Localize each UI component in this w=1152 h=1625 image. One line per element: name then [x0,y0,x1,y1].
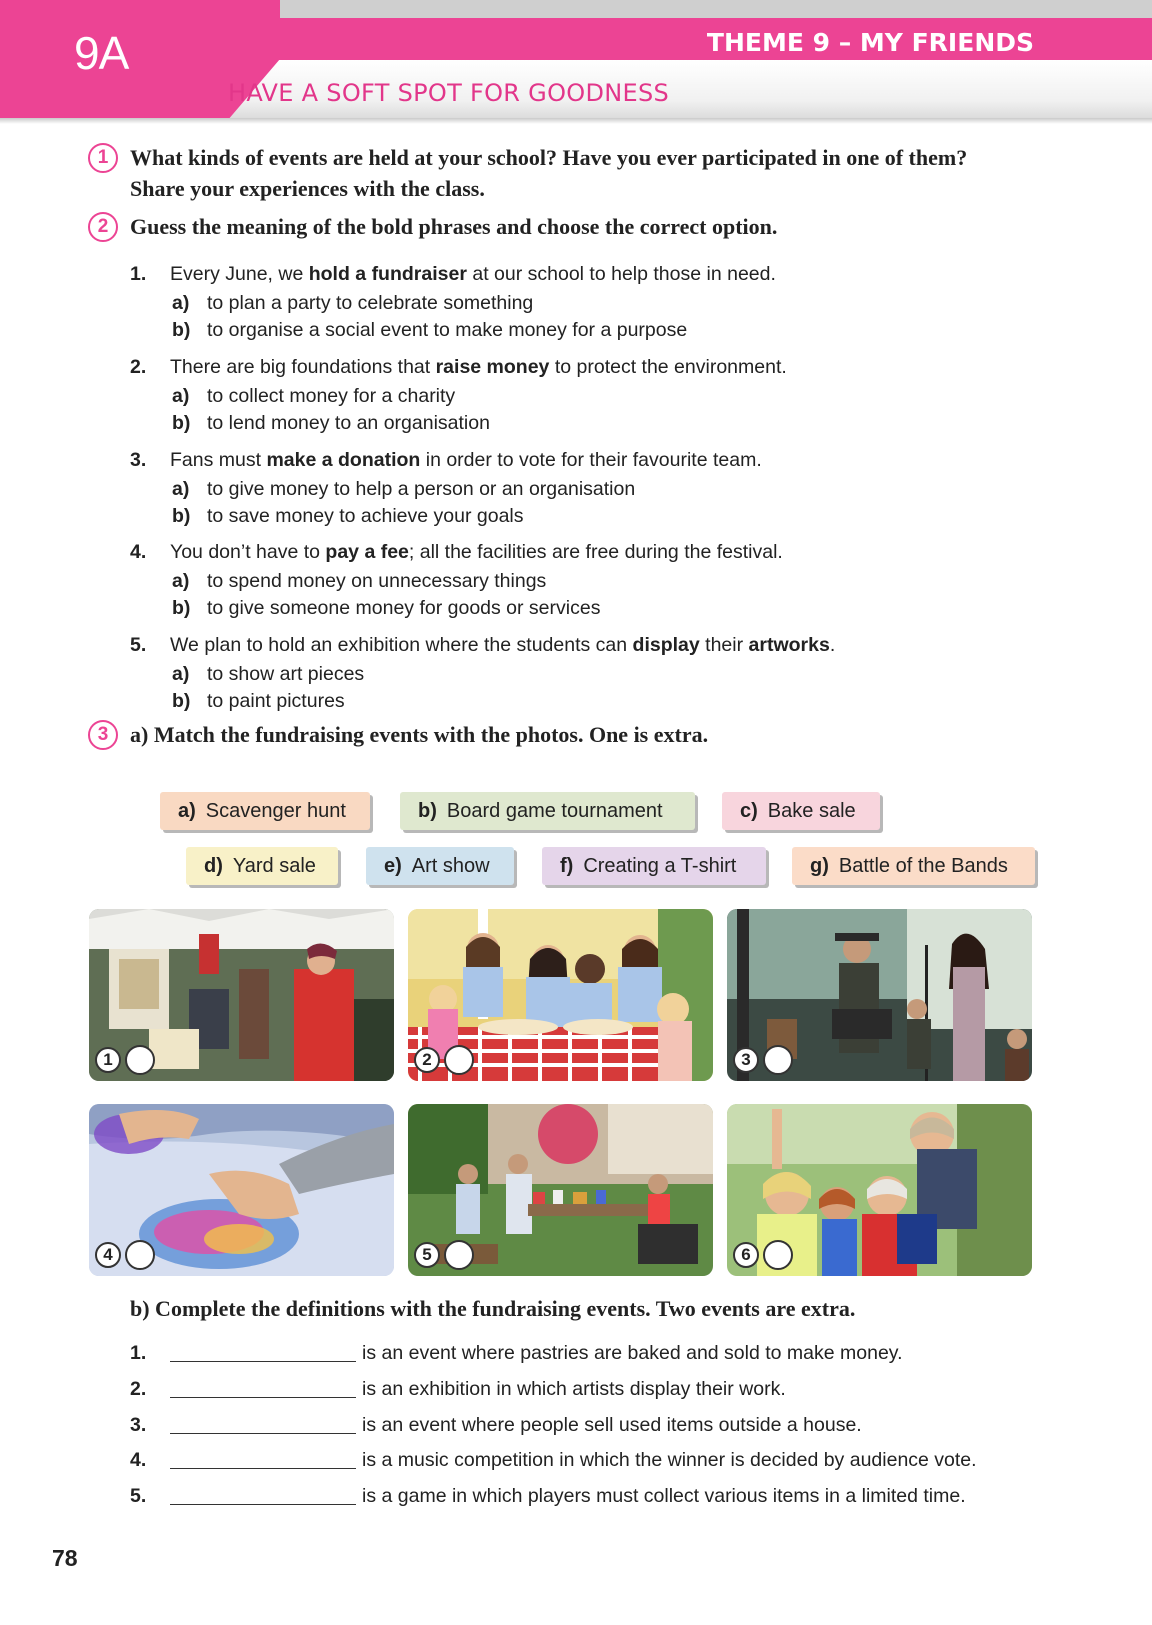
option-b[interactable]: b) to organise a social event to make money for a purpose [172,319,688,341]
photo-number: 5 [414,1242,440,1268]
exercise-1-instruction: What kinds of events are held at your school? Have you ever participated in one of them? Share your experiences with the class. [130,145,968,201]
answer-blank[interactable] [170,1397,356,1398]
exercise-3b-instruction: b) Complete the definitions with the fundraising events. Two events are extra. [130,1296,856,1321]
photo-yard-sale [408,1104,713,1276]
option-a[interactable]: a) to spend money on unnecessary things [172,570,547,592]
answer-blank[interactable] [170,1433,356,1434]
photo-number: 1 [95,1047,121,1073]
option-a[interactable]: a) to show art pieces [172,663,365,685]
photo-bake-sale [408,909,713,1081]
answer-circle[interactable] [125,1045,155,1075]
theme-title: THEME 9 – MY FRIENDS [706,28,1034,57]
header-shadow [0,118,1152,124]
definition-number: 5. [130,1485,147,1507]
exercise-3a-instruction: a) Match the fundraising events with the photos. One is extra. [130,722,709,747]
exercise-number-circle: 2 [88,212,118,242]
definition-text: is a music competition in which the winner is decided by audience vote. [362,1449,977,1471]
question-text: Every June, we hold a fundraiser at our school to help those in need. [170,263,776,285]
question-number: 5. [130,634,147,656]
option-a[interactable]: a) to collect money for a charity [172,385,456,407]
event-box-creating-t-shirt[interactable]: f) Creating a T-shirt [542,847,766,885]
event-box-battle-of-the-bands[interactable]: g) Battle of the Bands [792,847,1035,885]
photo-number-badge [733,1045,793,1075]
question-text: We plan to hold an exhibition where the students can display their artworks. [170,634,836,656]
answer-blank[interactable] [170,1361,356,1362]
photo-number: 6 [733,1242,759,1268]
exercise-2 [88,211,1000,242]
answer-blank[interactable] [170,1504,356,1505]
event-box-art-show[interactable]: e) Art show [366,847,514,885]
photo-battle-of-the-bands [727,909,1032,1081]
exercise-number-circle: 3 [88,720,118,750]
question-text: You don’t have to pay a fee; all the facilities are free during the festival. [170,541,783,563]
photo-scavenger-hunt [727,1104,1032,1276]
photo-number-badge [95,1240,155,1270]
photo-number-badge [414,1045,474,1075]
question-number: 2. [130,356,147,378]
option-b[interactable]: b) to lend money to an organisation [172,412,490,434]
definition-text: is a game in which players must collect various items in a limited time. [362,1485,966,1507]
question-text: There are big foundations that raise money to protect the environment. [170,356,787,378]
definition-number: 4. [130,1449,147,1471]
photo-number: 4 [95,1242,121,1268]
event-box-yard-sale[interactable]: d) Yard sale [186,847,338,885]
photo-number: 3 [733,1047,759,1073]
option-b[interactable]: b) to save money to achieve your goals [172,505,524,527]
option-b[interactable]: b) to paint pictures [172,690,345,712]
answer-circle[interactable] [125,1240,155,1270]
exercise-3 [88,719,1000,750]
exercise-3b [130,1293,1000,1324]
unit-label: 9A [74,27,129,79]
definition-number: 2. [130,1378,147,1400]
exercise-1 [88,142,1000,204]
event-box-board-game-tournament[interactable]: b) Board game tournament [400,792,695,830]
question-number: 3. [130,449,147,471]
question-number: 1. [130,263,147,285]
answer-circle[interactable] [763,1045,793,1075]
photo-number: 2 [414,1047,440,1073]
question-number: 4. [130,541,147,563]
photo-creating-t-shirt [89,1104,394,1276]
question-text: Fans must make a donation in order to vote for their favourite team. [170,449,762,471]
definition-text: is an event where pastries are baked and sold to make money. [362,1342,903,1364]
option-a[interactable]: a) to give money to help a person or an organisation [172,478,636,500]
exercise-2-instruction: Guess the meaning of the bold phrases and choose the correct option. [130,214,778,239]
exercise-number-circle: 1 [88,143,118,173]
photo-art-show [89,909,394,1081]
photo-number-badge [95,1045,155,1075]
definition-number: 1. [130,1342,147,1364]
page-number: 78 [52,1545,78,1571]
option-a[interactable]: a) to plan a party to celebrate something [172,292,534,314]
photo-number-badge [733,1240,793,1270]
event-box-bake-sale[interactable]: c) Bake sale [722,792,880,830]
answer-circle[interactable] [763,1240,793,1270]
definition-number: 3. [130,1414,147,1436]
lesson-title: HAVE A SOFT SPOT FOR GOODNESS [228,79,670,107]
definition-text: is an exhibition in which artists display their work. [362,1378,786,1400]
answer-circle[interactable] [444,1045,474,1075]
answer-circle[interactable] [444,1240,474,1270]
option-b[interactable]: b) to give someone money for goods or services [172,597,601,619]
answer-blank[interactable] [170,1468,356,1469]
photo-number-badge [414,1240,474,1270]
event-box-scavenger-hunt[interactable]: a) Scavenger hunt [160,792,370,830]
definition-text: is an event where people sell used items outside a house. [362,1414,862,1436]
